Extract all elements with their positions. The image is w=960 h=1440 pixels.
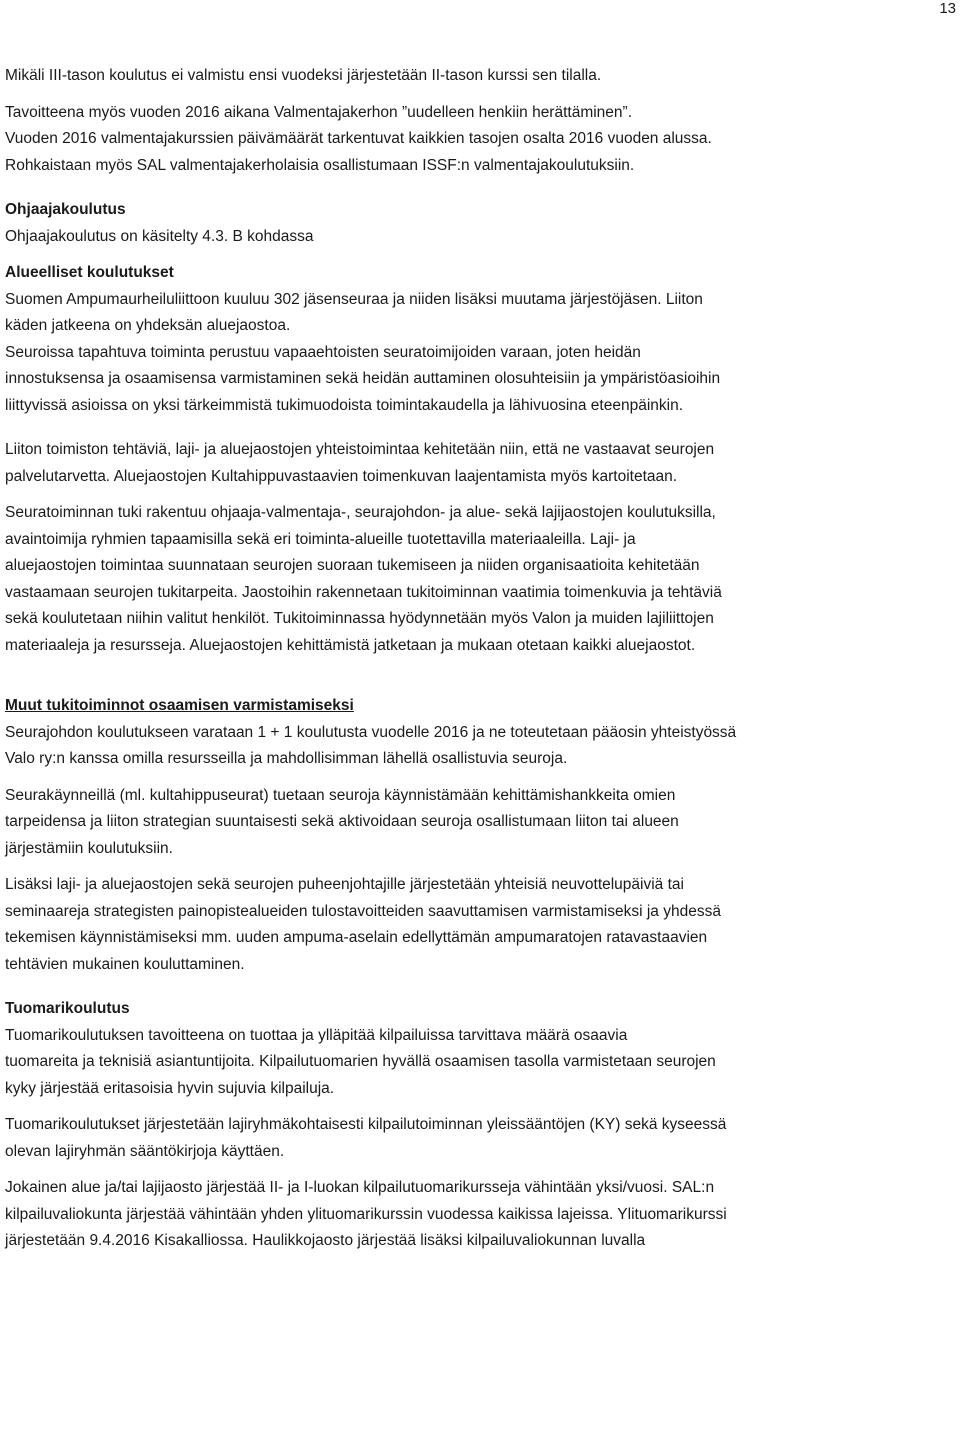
text-line: tarpeidensa ja liiton strategian suuntaisesti sekä aktivoidaan seuroja osallistumaan liiton tai alueen [5, 813, 679, 830]
section-heading: Alueelliset koulutukset [5, 264, 174, 281]
spacer [5, 1165, 950, 1175]
section-regional-training [5, 260, 950, 419]
section-heading: Muut tukitoiminnot osaamisen varmistamiseksi [5, 697, 354, 714]
text-line: avaintoimija ryhmien tapaamisilla sekä eri toiminta-alueille tuotettavilla materiaaleilla. Laji- ja [5, 530, 636, 548]
spacer [5, 773, 950, 783]
text-line: Valo ry:n kanssa omilla resursseilla ja mahdollisimman lähellä osallistuvia seuroja. [5, 750, 568, 767]
text-line: Jokainen alue ja/tai lajijaosto järjestää II- ja I-luokan kilpailutuomarikursseja vähintään yksi/vuosi. SAL:n [5, 1179, 715, 1196]
spacer [5, 1102, 950, 1112]
paragraph-coach-club [5, 100, 950, 180]
paragraph-referee-rules [5, 1112, 950, 1165]
text-line: kyky järjestää eritasoisia hyvin sujuvia kilpailuja. [5, 1079, 335, 1097]
text-line: Rohkaistaan myös SAL valmentajakerholaisia osallistumaan ISSF:n valmentajakoulutuksiin. [5, 156, 635, 174]
text-line: vastaamaan seurojen tukitarpeita. Jaostoihin rakennetaan tukitoiminnan vaatimia toimenkuvia ja tehtäviä [5, 583, 722, 601]
text-line: Seurajohdon koulutukseen varataan 1 + 1 koulutusta vuodelle 2016 ja ne toteutetaan pääosin yhteistyössä [5, 723, 737, 741]
text-line: Seurakäynneillä (ml. kultahippuseurat) tuetaan seuroja käynnistämään kehittämishankkeita omien [5, 786, 676, 804]
text-line: tehtävien mukainen kouluttaminen. [5, 955, 245, 973]
paragraph-referee-courses [5, 1175, 950, 1255]
document-body [5, 63, 950, 1255]
text-line: Tuomarikoulutuksen tavoitteena on tuottaa ja ylläpitää kilpailuissa tarvittava määrä osaavia [5, 1026, 628, 1044]
text-line: olevan lajiryhmän sääntökirjoja käyttäen. [5, 1142, 285, 1160]
text-line: palvelutarvetta. Aluejaostojen Kultahippuvastaavien toimenkuvan laajentamista myös kartoitetaan. [5, 467, 678, 485]
spacer [5, 978, 950, 996]
text-line: kilpailuvaliokunta järjestää vähintään yhden ylituomarikurssin vuodessa kaikissa lajeissa. Ylituomarikurssi [5, 1205, 727, 1223]
text-line: järjestetään 9.4.2016 Kisakalliossa. Haulikkojaosto järjestää lisäksi kilpailuvaliokunnan luvalla [5, 1232, 646, 1249]
text-line: materiaaleja ja resursseja. Aluejaostojen kehittämistä jatketaan ja mukaan otetaan kaikki aluejaostot. [5, 636, 696, 654]
text-line: järjestämiin koulutuksiin. [5, 839, 173, 857]
text-line: aluejaostojen toimintaa suunnataan seurojen suoraan tukemiseen ja niiden organisaatioita kehitetään [5, 557, 700, 574]
text-line: tekemisen käynnistämiseksi mm. uuden ampuma-aselain edellyttämän ampumaratojen ratavastaavien [5, 929, 708, 946]
text-line: Vuoden 2016 valmentajakurssien päivämäärät tarkentuvat kaikkien tasojen osalta 2016 vuoden alussa. [5, 130, 712, 147]
paragraph-club-visits [5, 783, 950, 863]
spacer [5, 419, 950, 437]
spacer [5, 250, 950, 260]
spacer [5, 179, 950, 197]
text-line: liittyvissä asioissa on yksi tärkeimmistä tukimuodoista toimintakaudella ja lähivuosina eteenpäinkin. [5, 396, 684, 414]
text-line: Liiton toimiston tehtäviä, laji- ja aluejaostojen yhteistoimintaa kehitetään niin, että ne vastaavat seurojen [5, 441, 715, 458]
text-line: seminaareja strategisten painopistealueiden tulostavoitteiden saavuttamisen varmistamiseksi ja yhdessä [5, 902, 721, 920]
section-heading: Ohjaajakoulutus [5, 201, 126, 218]
text-line: tuomareita ja teknisiä asiantuntijoita. Kilpailutuomarien hyvällä osaamisen tasolla varmistetaan seurojen [5, 1053, 716, 1070]
paragraph-seminars [5, 872, 950, 978]
section-referee-training [5, 996, 950, 1102]
text-line: käden jatkeena on yhdeksän aluejaostoa. [5, 317, 291, 334]
text-line: sekä koulutetaan niihin valitut henkilöt. Tukitoiminnassa hyödynnetään myös Valon ja muiden lajiliittojen [5, 610, 714, 627]
text-line: Tuomarikoulutukset järjestetään lajiryhmäkohtaisesti kilpailutoiminnan yleissääntöjen (KY) sekä kyseessä [5, 1116, 727, 1133]
text-line: Suomen Ampumaurheiluliittoon kuuluu 302 jäsenseuraa ja niiden lisäksi muutama järjestöjäsen. Liiton [5, 290, 703, 308]
paragraph-iii-level-course [5, 63, 950, 90]
text-line: Seuroissa tapahtuva toiminta perustuu vapaaehtoisten seuratoimijoiden varaan, joten heidän [5, 343, 641, 361]
spacer [5, 659, 950, 693]
spacer [5, 90, 950, 100]
text-line: Ohjaajakoulutus on käsitelty 4.3. B kohdassa [5, 227, 314, 245]
text-line: Tavoitteena myös vuoden 2016 aikana Valmentajakerhon ”uudelleen henkiin herättäminen”. [5, 103, 633, 121]
section-heading: Tuomarikoulutus [5, 1000, 130, 1017]
text-line: innostuksensa ja osaamisensa varmistaminen sekä heidän auttaminen olosuhteisiin ja ympäristöasioihin [5, 370, 721, 387]
paragraph-office-tasks [5, 437, 950, 490]
page-number: 13 [939, 0, 956, 17]
paragraph-club-support [5, 500, 950, 659]
spacer [5, 862, 950, 872]
text-line: Lisäksi laji- ja aluejaostojen sekä seurojen puheenjohtajille järjestetään yhteisiä neuvottelupäiviä tai [5, 876, 684, 893]
text-line: Seuratoiminnan tuki rakentuu ohjaaja-valmentaja-, seurajohdon- ja alue- sekä lajijaostojen koulutuksilla, [5, 504, 716, 521]
section-instructor-training [5, 197, 950, 250]
text-line: Mikäli III-tason koulutus ei valmistu ensi vuodeksi järjestetään II-tason kurssi sen tilalla. [5, 67, 602, 84]
section-other-support [5, 693, 950, 773]
spacer [5, 490, 950, 500]
